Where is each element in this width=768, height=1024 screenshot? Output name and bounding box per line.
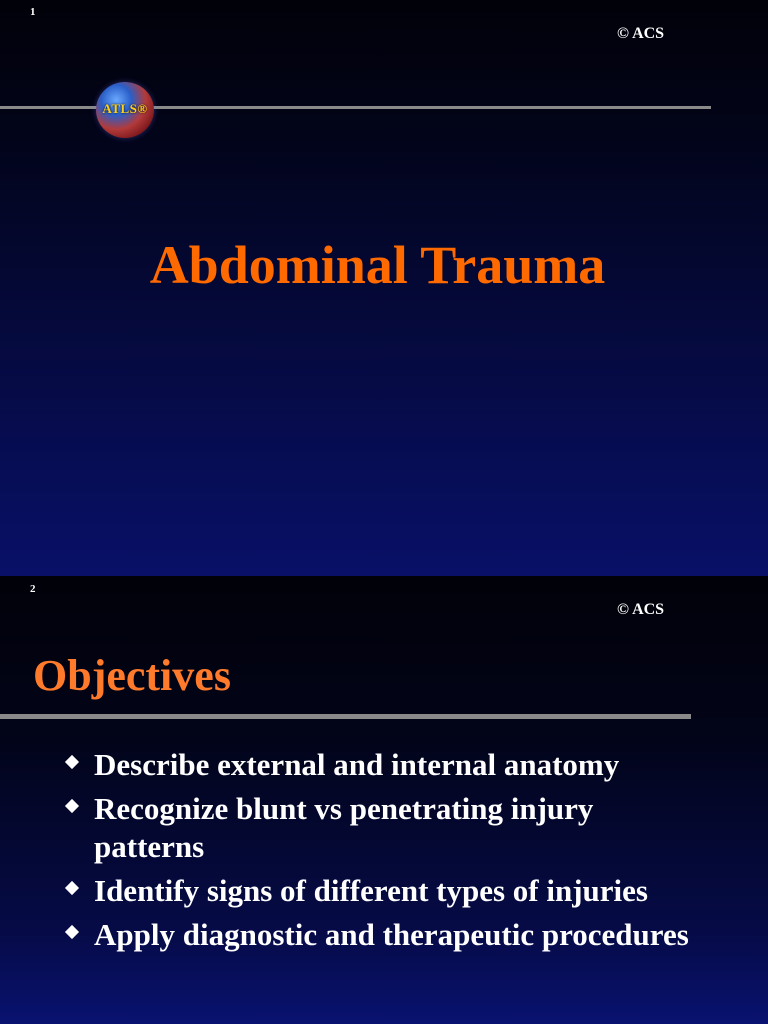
list-item <box>0 872 694 910</box>
objectives-list <box>0 746 768 960</box>
copyright-label: © ACS <box>617 601 665 618</box>
list-item <box>0 790 694 866</box>
list-item-text: Recognize blunt vs penetrating injury patterns <box>94 791 594 864</box>
list-item-text: Describe external and internal anatomy <box>94 747 620 782</box>
diamond-bullet-icon <box>65 925 79 939</box>
list-item-text: Apply diagnostic and therapeutic procedures <box>94 917 689 952</box>
objectives-divider <box>0 714 691 719</box>
diamond-bullet-icon <box>65 755 79 769</box>
slide-number: 1 <box>30 6 36 18</box>
copyright-label: © ACS <box>617 25 665 42</box>
slide-title: Abdominal Trauma <box>149 235 606 295</box>
atls-globe-logo <box>96 82 154 138</box>
list-item <box>0 916 694 954</box>
diamond-bullet-icon <box>65 881 79 895</box>
list-item-text: Identify signs of different types of injuries <box>94 873 648 908</box>
logo-text: ATLS® <box>102 101 148 116</box>
slide-number: 2 <box>30 583 36 595</box>
diamond-bullet-icon <box>65 799 79 813</box>
objectives-title: Objectives <box>33 651 231 700</box>
list-item <box>0 746 694 784</box>
